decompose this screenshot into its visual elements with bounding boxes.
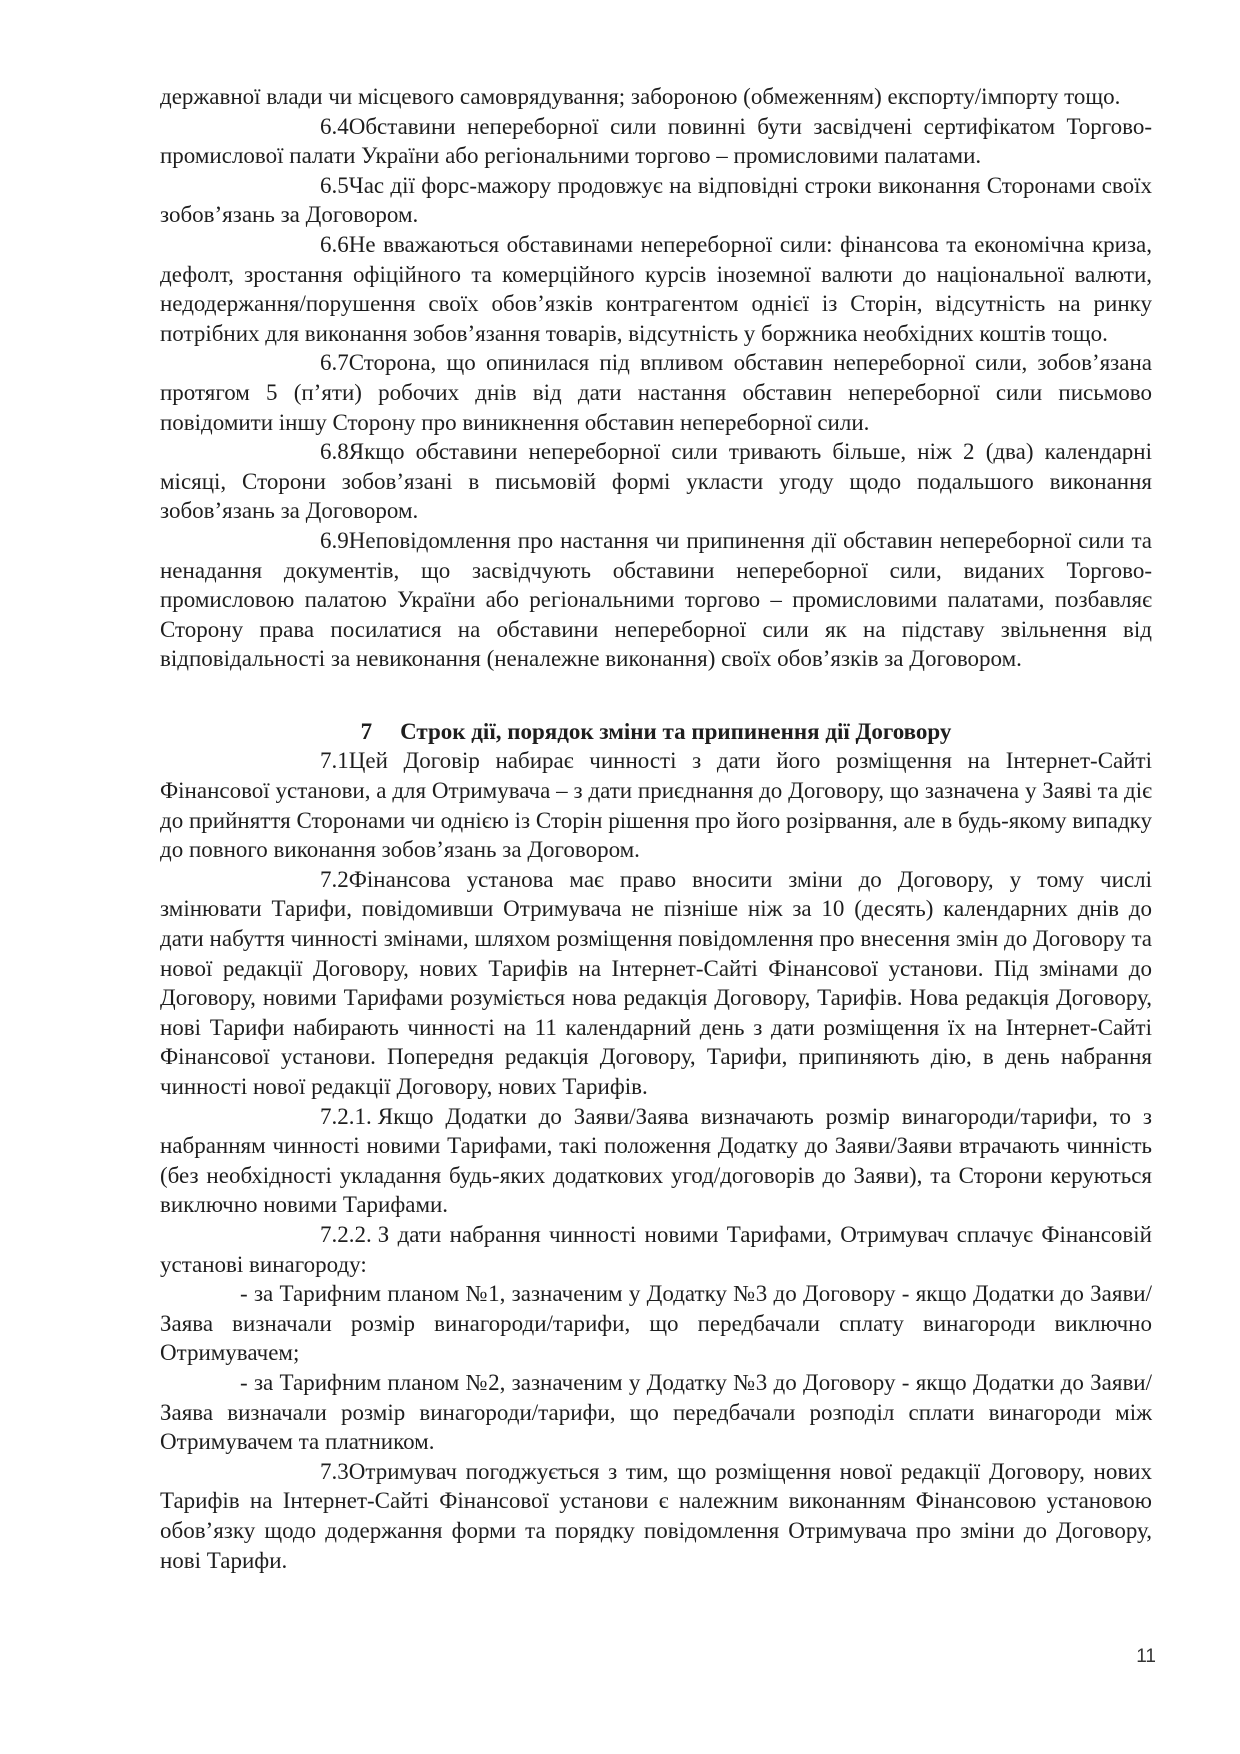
paragraph-6-6 (160, 230, 1152, 348)
paragraph-6-4 (160, 112, 1152, 171)
paragraph-text: Якщо Додатки до Заяви/Заява визначають розмір винагороди/тарифи, то з набранням чинності новими Тарифами, такі положення Додатку до Заяви/Заяви втрачають чинність (без необхідності укладання будь-яких додаткових угод/договорів до Заяви), та Сторони керуються виключно новими Тарифами. (160, 1103, 1152, 1218)
paragraph-7-2-2 (160, 1220, 1152, 1279)
clause-number: 6.5 (320, 172, 349, 198)
paragraph-text: Обставини непереборної сили повинні бути засвідчені сертифікатом Торгово-промислової палати України або регіональними торгово – промисловими палатами. (160, 113, 1152, 169)
paragraph-text: Сторона, що опинилася під впливом обставин непереборної сили, зобов’язана протягом 5 (п’яти) робочих днів від дати настання обставин непереборної сили письмово повідомити іншу Сторону про виникнення обставин непереборної сили. (160, 350, 1152, 435)
clause-number: 6.9 (320, 527, 349, 553)
clause-number: 7.2.1. (320, 1103, 372, 1129)
paragraph-7-3 (160, 1457, 1152, 1575)
paragraph-text: Цей Договір набирає чинності з дати його розміщення на Інтернет-Сайті Фінансової установи, а для Отримувача – з дати приєднання до Договору, що зазначена у Заяві та діє до прийняття Сторонами чи однією із Сторін рішення про його розірвання, але в будь-якому випадку до повного виконання зобов’язань за Договором. (160, 748, 1152, 863)
paragraph-text: З дати набрання чинності новими Тарифами, Отримувач сплачує Фінансовій установі винагороду: (160, 1221, 1152, 1277)
document-page (160, 82, 1152, 1575)
paragraph-6-7 (160, 348, 1152, 437)
paragraph-7-1 (160, 746, 1152, 864)
paragraph-7-2 (160, 865, 1152, 1102)
clause-number: 6.6 (320, 231, 349, 257)
paragraph-7-2-1 (160, 1102, 1152, 1220)
paragraph-6-3-continued (160, 82, 1152, 112)
paragraph-text: Фінансова установа має право вносити зміни до Договору, у тому числі змінювати Тарифи, повідомивши Отримувача не пізніше ніж за 10 (десять) календарних днів до дати набуття чинності змінами, шляхом розміщення повідомлення про внесення змін до Договору та нової редакції Договору, нових Тарифів на Інтернет-Сайті Фінансової установи. Під змінами до Договору, новими Тарифами розуміється нова редакція Договору, Тарифів. Нова редакція Договору, нові Тарифи набирають чинності на 11 календарний день з дати розміщення їх на Інтернет-Сайті Фінансової установи. Попередня редакція Договору, Тарифи, припиняють дію, в день набрання чинності нової редакції Договору, нових Тарифів. (160, 866, 1152, 1099)
paragraph-text: Не вважаються обставинами непереборної сили: фінансова та економічна криза, дефолт, зростання офіційного та комерційного курсів іноземної валюти до національної валюти, недодержання/порушення своїх обов’язків контрагентом однієї із Сторін, відсутність на ринку потрібних для виконання зобов’язання товарів, відсутність у боржника необхідних коштів тощо. (160, 231, 1152, 346)
clause-number: 6.7 (320, 350, 349, 376)
paragraph-text: державної влади чи місцевого самоврядування; забороною (обмеженням) експорту/імпорту тощо. (160, 84, 1121, 109)
clause-number: 7.2.2. (320, 1221, 372, 1247)
section-7-heading (160, 717, 1152, 747)
clause-number: 7.3 (320, 1458, 349, 1484)
section-title: Строк дії, порядок зміни та припинення дії Договору (400, 718, 952, 744)
paragraph-text: Якщо обставини непереборної сили тривають більше, ніж 2 (два) календарні місяці, Сторони зобов’язані в письмовій формі укласти угоду щодо подальшого виконання зобов’язань за Договором. (160, 439, 1152, 524)
paragraph-text: Отримувач погоджується з тим, що розміщення нової редакції Договору, нових Тарифів на Інтернет-Сайті Фінансової установи є належним виконанням Фінансовою установою обов’язку щодо додержання форми та порядку повідомлення Отримувача про зміни до Договору, нові Тарифи. (160, 1458, 1152, 1573)
clause-number: 6.8 (320, 439, 349, 465)
paragraph-6-9 (160, 526, 1152, 674)
paragraph-tariff-plan-2 (160, 1368, 1152, 1457)
paragraph-6-8 (160, 437, 1152, 526)
clause-number: 7.2 (320, 866, 349, 892)
paragraph-text: Час дії форс-мажору продовжує на відповідні строки виконання Сторонами своїх зобов’язань за Договором. (160, 172, 1152, 228)
clause-number: 6.4 (320, 113, 349, 139)
paragraph-text: - за Тарифним планом №2, зазначеним у Додатку №3 до Договору - якщо Додатки до Заяви/Заява визначали розмір винагороди/тарифи, що передбачали розподіл сплати винагороди між Отримувачем та платником. (160, 1369, 1152, 1455)
paragraph-text: Неповідомлення про настання чи припинення дії обставин непереборної сили та ненадання документів, що засвідчують обставини непереборної сили, виданих Торгово-промисловою палатою України або регіональними торгово – промисловими палатами, позбавляє Сторону права посилатися на обставини непереборної сили як на підставу звільнення від відповідальності за невиконання (неналежне виконання) своїх обов’язків за Договором. (160, 527, 1152, 672)
clause-number: 7.1 (320, 748, 349, 774)
section-number: 7 (360, 718, 373, 744)
page-number: 11 (1136, 1646, 1156, 1667)
paragraph-6-5 (160, 171, 1152, 230)
paragraph-text: - за Тарифним планом №1, зазначеним у Додатку №3 до Договору - якщо Додатки до Заяви/Заява визначали розмір винагороди/тарифи, що передбачали сплату винагороди виключно Отримувачем; (160, 1281, 1152, 1366)
paragraph-tariff-plan-1 (160, 1279, 1152, 1368)
